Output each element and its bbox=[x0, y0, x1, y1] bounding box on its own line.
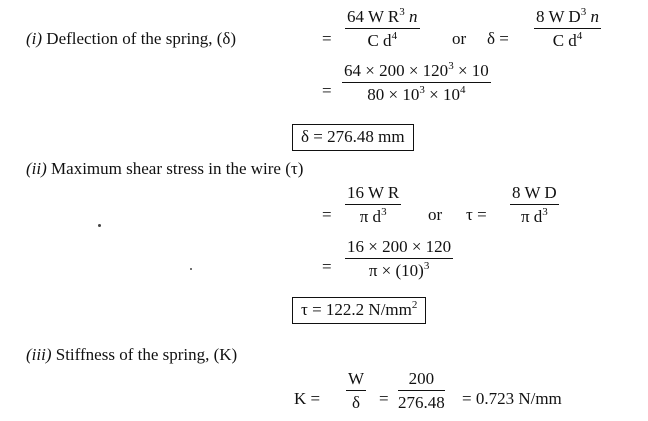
part-iii-label: Stiffness of the spring, (K) bbox=[55, 345, 238, 364]
part-ii-fraction-1-numerator: 16 W R bbox=[345, 184, 401, 205]
part-i-label: Deflection of the spring, (δ) bbox=[46, 29, 237, 48]
part-i-or: or bbox=[452, 29, 467, 48]
part-i-delta-equals: δ = bbox=[487, 29, 509, 48]
part-ii-or: or bbox=[428, 205, 443, 224]
part-i-fraction-3-denominator: $80 \times 10^3 \times 10^4$ bbox=[367, 84, 466, 104]
part-iii-fraction-1 bbox=[346, 370, 366, 411]
scan-speck bbox=[98, 224, 101, 227]
part-iii-fraction-2-numerator: 200 bbox=[398, 370, 445, 391]
part-i-fraction-2-denominator: C $d^4$ bbox=[552, 30, 583, 50]
part-i-marker: (i) bbox=[26, 29, 43, 48]
part-ii-fraction-3-numerator: 16 × 200 × 120 bbox=[345, 238, 453, 259]
part-ii-fraction-2-denominator: π $d^3$ bbox=[520, 206, 548, 226]
part-ii-fraction-3-denominator: $\pi \times (10)^3$ bbox=[368, 260, 430, 280]
part-i-equals-1: = bbox=[322, 29, 332, 48]
part-ii-fraction-2-numerator: 8 W D bbox=[510, 184, 559, 205]
part-ii-heading bbox=[26, 160, 303, 177]
part-iii-heading bbox=[26, 346, 237, 363]
part-iii-equals: = bbox=[379, 389, 389, 408]
part-iii-fraction-1-numerator: W bbox=[346, 370, 366, 391]
part-i-equals-2: = bbox=[322, 81, 332, 100]
part-ii-marker: (ii) bbox=[26, 159, 47, 178]
part-ii-fraction-2 bbox=[510, 184, 559, 225]
part-ii-tau-equals: τ = bbox=[466, 205, 487, 224]
part-ii-result-box: τ = 122.2 $N/mm^2$ bbox=[292, 297, 426, 324]
part-iii-fraction-1-denominator: δ bbox=[352, 393, 361, 412]
part-ii-equals-2: = bbox=[322, 257, 332, 276]
part-iii-fraction-2-denominator: 276.48 bbox=[398, 393, 445, 412]
part-iii-k-equals: K = bbox=[294, 389, 321, 408]
part-ii-fraction-1 bbox=[345, 184, 401, 225]
part-i-fraction-2 bbox=[534, 8, 601, 49]
part-i-heading bbox=[26, 30, 236, 47]
part-iii-result: = 0.723 N/mm bbox=[462, 389, 562, 408]
part-ii-equals-1: = bbox=[322, 205, 332, 224]
part-ii-fraction-3 bbox=[345, 238, 453, 279]
part-ii-label: Maximum shear stress in the wire (τ) bbox=[51, 159, 304, 178]
part-i-fraction-2-numerator: 8 W $D^3$ n bbox=[534, 8, 601, 29]
part-i-result-box: δ = 276.48 mm bbox=[292, 124, 414, 151]
part-i-fraction-3-numerator: $64 \times 200 \times 120^3 \times 10$ bbox=[342, 62, 491, 83]
part-ii-fraction-1-denominator: π $d^3$ bbox=[359, 206, 387, 226]
scan-speck bbox=[190, 268, 192, 270]
part-i-fraction-1 bbox=[345, 8, 420, 49]
part-iii-fraction-2 bbox=[398, 370, 445, 411]
part-i-fraction-3 bbox=[342, 62, 491, 103]
part-iii-marker: (iii) bbox=[26, 345, 52, 364]
part-i-fraction-1-denominator: C $d^4$ bbox=[367, 30, 398, 50]
part-i-fraction-1-numerator: 64 W $R^3$ n bbox=[345, 8, 420, 29]
